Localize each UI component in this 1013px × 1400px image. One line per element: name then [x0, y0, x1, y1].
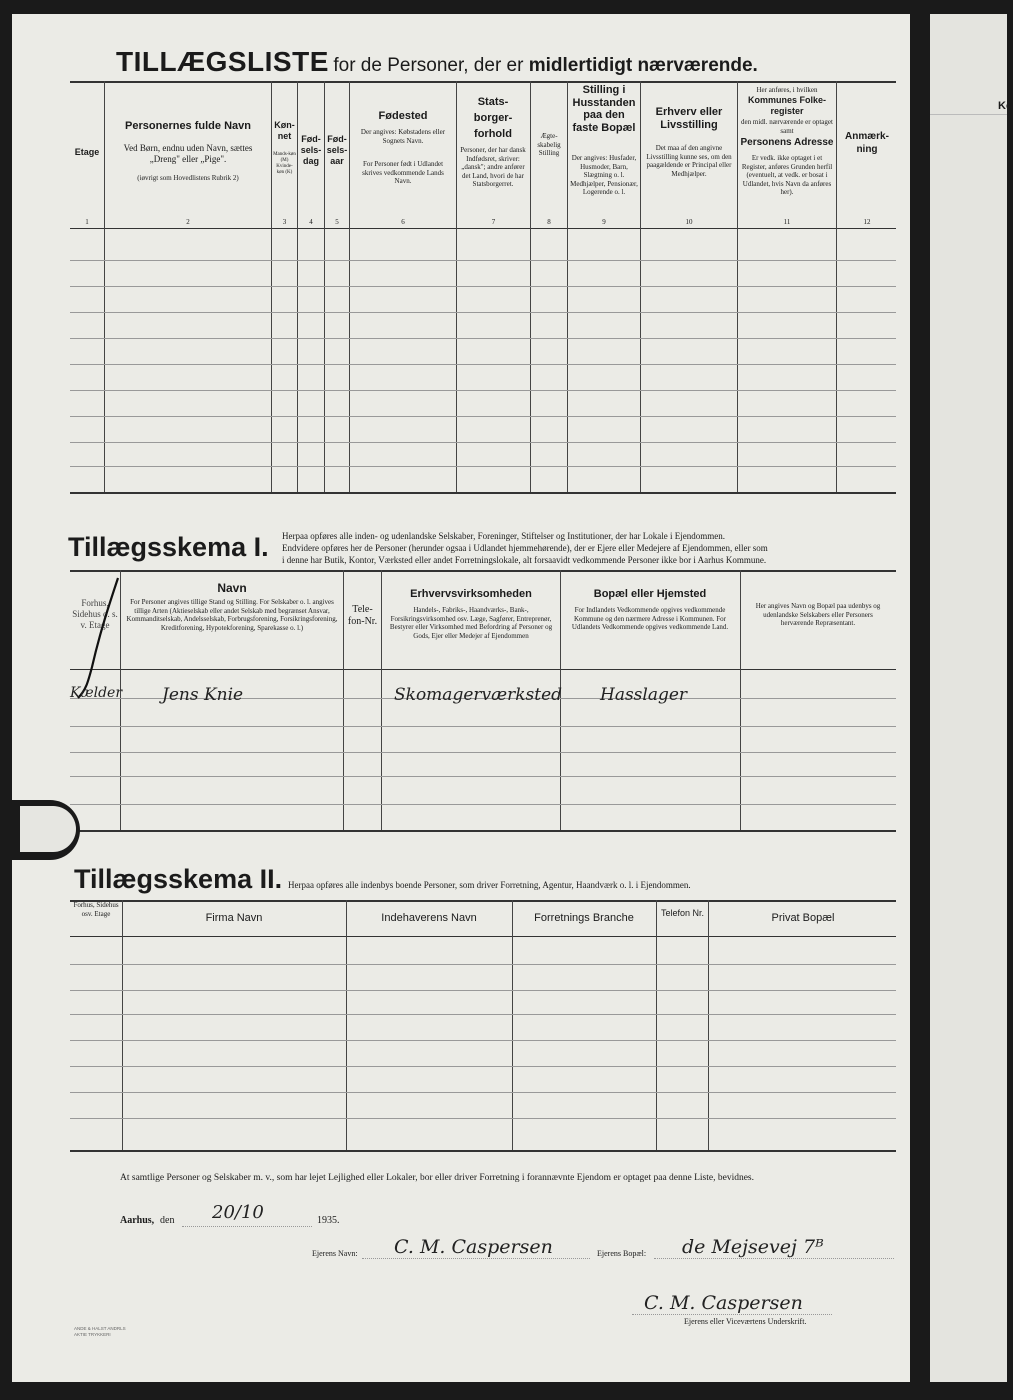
owner-name-label: Ejerens Navn:	[312, 1249, 358, 1258]
col-fodested-note: Der angives: Købstadens eller Sognets Navn.	[360, 128, 446, 145]
col-navn-head: Personernes fulde Navn	[125, 120, 251, 132]
col-num-4: 4	[309, 218, 313, 226]
skema1-col-bopael-note: For Indlandets Vedkommende opgives vedkommende Kommune og den nærmere Adresse i Kommunen. For Udlandets Vedkommende opgives vedkommende Land.	[571, 606, 729, 631]
col-num-12: 12	[863, 218, 871, 226]
col-num-6: 6	[401, 218, 405, 226]
col-stilling-head: Stilling i Husstanden paa den faste Bopæl	[572, 84, 636, 134]
main-title-rest: for de Personer, der er	[333, 55, 529, 76]
main-title-bold: TILLÆGSLISTE	[116, 46, 329, 77]
col-adresse-note2: den midl. nærværende er optaget samt	[741, 118, 833, 135]
skema1-row1-erhverv: Skomagerværksted	[394, 685, 563, 705]
skema1-description	[282, 530, 902, 566]
owner-address-label: Ejerens Bopæl:	[597, 1249, 647, 1258]
col-num-2: 2	[186, 218, 190, 226]
signature-handwritten: C. M. Caspersen	[644, 1292, 803, 1314]
attestation-text: At samtlige Personer og Selskaber m. v., som har lejet Lejlighed eller Lokaler, bor eller driver Forretning i forannævnte Ejendom er optaget paa denne Liste, bevidnes.	[120, 1173, 754, 1183]
facing-page	[930, 14, 1013, 1382]
year-label: 1935.	[317, 1215, 340, 1226]
col-num-11: 11	[783, 218, 791, 226]
skema1-col-repr: Her angives Navn og Bopæl paa udenbys og udenlandske Selskabers eller Personers herværende Repræsentant.	[755, 602, 881, 627]
col-adresse-note-bold: Kommunes Folke-register	[747, 95, 826, 116]
printer-imprint: ANDE & HALST ANDRLS AKTIE TRYKKERI	[74, 1326, 126, 1337]
signature-label: Ejerens eller Viceværtens Underskrift.	[684, 1317, 807, 1326]
skema1-col-erhverv-head: Erhvervsvirksomheden	[410, 588, 532, 600]
col-statsborger-head: Stats-borger-forhold	[473, 96, 513, 140]
skema2-description: Herpaa opføres alle indenbys boende Personer, som driver Forretning, Agentur, Haandværk o. l. i Ejendommen.	[288, 880, 691, 890]
skema1-col-telefon: Tele-fon-Nr.	[347, 604, 378, 627]
col-anmaerkning-head: Anmærk-ning	[845, 131, 889, 155]
col-fodested-note2: For Personer født i Udlandet skrives vedkommende Lands Navn.	[362, 160, 444, 185]
col-statsborger-note: Personer, der har dansk Indfødsret, skriver: „dansk"; andre anfører det Land, hvori de har Statsborgerret.	[460, 146, 526, 188]
skema1-row1-etage: Kælder	[70, 685, 123, 701]
col-adresse-head: Personens Adresse	[740, 137, 834, 148]
den-label: den	[160, 1215, 175, 1226]
col-navn-note2: (iøvrigt som Hovedlistens Rubrik 2)	[137, 174, 239, 182]
col-adresse-note: Her anføres, i hvilken	[756, 86, 818, 94]
skema1-row1-bopael: Hasslager	[600, 685, 688, 705]
skema2-title: Tillægsskema II.	[74, 864, 283, 894]
skema1-col-forhus: Forhus, Sidehus o. s. v. Etage	[72, 598, 118, 630]
city-label: Aarhus,	[120, 1215, 155, 1226]
col-adresse-note3: Er vedk. ikke optaget i et Register, anføres Grunden herfil (eventuelt, at vedk. er bosat i Udlandet, hvis Navn da anføres her).	[741, 154, 833, 196]
col-stilling-note: Der angives: Husfader, Husmoder, Barn, Slægtning o. l. Medhjælper, Pensionær, Logerende o. l.	[570, 154, 638, 196]
skema2-col-telefon: Telefon Nr.	[660, 908, 705, 918]
col-num-10: 10	[685, 218, 693, 226]
col-num-8: 8	[547, 218, 551, 226]
date-handwritten: 20/10	[212, 1202, 264, 1223]
col-fodselsaar-head: Fød-sels-aar	[326, 134, 348, 166]
col-erhverv-head: Erhverv eller Livsstilling	[655, 106, 723, 131]
binding-clip-inner	[20, 806, 76, 852]
skema1-col-bopael-head: Bopæl eller Hjemsted	[593, 588, 707, 600]
owner-address-handwritten: de Mejsevej 7ᴮ	[682, 1236, 824, 1258]
skema2-col-firma: Firma Navn	[205, 912, 263, 924]
col-konnet-head: Køn-net	[274, 120, 295, 141]
col-num-1: 1	[85, 218, 89, 226]
col-fodested-head: Fødested	[378, 110, 428, 122]
col-etage-head: Etage	[74, 147, 100, 157]
col-num-5: 5	[335, 218, 339, 226]
handwritten-stroke	[70, 572, 130, 702]
col-fodselsdag-head: Fød-sels-dag	[300, 134, 322, 166]
skema1-col-navn-head: Navn	[217, 581, 247, 595]
form-page	[12, 14, 910, 1382]
skema1-desc-3: i denne har Butik, Kontor, Værksted eller andet Forretningslokale, alt forsaavidt vedkommende Personer ikke bor i Aarhus Kommune.	[282, 555, 767, 565]
col-num-7: 7	[491, 218, 496, 226]
col-num-3: 3	[282, 218, 287, 226]
skema2-col-forhus: Forhus, Sidehus osv. Etage	[73, 901, 119, 918]
skema1-desc-2: Endvidere opføres her de Personer (herunder ogsaa i Udlandet hjemmehørende), der er Ejere eller Medejere af Ejendommen, eller som	[282, 543, 768, 553]
skema1-desc-1: Herpaa opføres alle inden- og udenlandske Selskaber, Foreninger, Stiftelser og Institutioner, der har Lokale i Ejendommen.	[282, 531, 726, 541]
skema2-col-bopael: Privat Bopæl	[771, 912, 835, 924]
facing-page-fragment: Ko	[998, 100, 1013, 112]
skema1-row1-navn: Jens Knie	[162, 685, 244, 705]
skema2-col-branche: Forretnings Branche	[534, 912, 634, 924]
skema2-col-indehaver: Indehaverens Navn	[381, 912, 477, 924]
main-title-bold2: midlertidigt nærværende.	[528, 55, 758, 76]
skema1-col-navn-note: For Personer angives tillige Stand og Stilling. For Selskaber o. l. angives tillige Arten (Aktieselskab eller andet Selskab med begrænset Ansvar, Kommanditselskab, Andelsselskab, Forbrugsforening, Forsikringsforening, Kreditforening, Hypotekforening, Sparekasse o. l.)	[126, 598, 338, 632]
col-num-9: 9	[602, 218, 606, 226]
col-erhverv-note: Det maa af den angivne Livsstilling kunne ses, om den paagældende er Principal eller Medhjælper.	[646, 144, 732, 178]
col-konnet-note: Mands-køn (M) Kvinde-køn (K)	[273, 152, 296, 175]
col-navn-note: Ved Børn, endnu uden Navn, sættes „Dreng" eller „Pige".	[123, 143, 253, 164]
owner-name-handwritten: C. M. Caspersen	[394, 1236, 553, 1258]
skema1-title: Tillægsskema I.	[68, 532, 269, 562]
main-title	[116, 46, 758, 78]
col-aegteskab-note: Ægte-skabelig Stilling	[537, 132, 561, 157]
skema1-col-erhverv-note: Handels-, Fabriks-, Haandværks-, Bank-, Forsikringsvirksomhed osv. Læge, Sagfører, Entreprenør, Bestyrer eller Virksomhed med Befordring af Personer og Gods, Ejer eller Medejer af Ejendommen	[389, 606, 553, 640]
